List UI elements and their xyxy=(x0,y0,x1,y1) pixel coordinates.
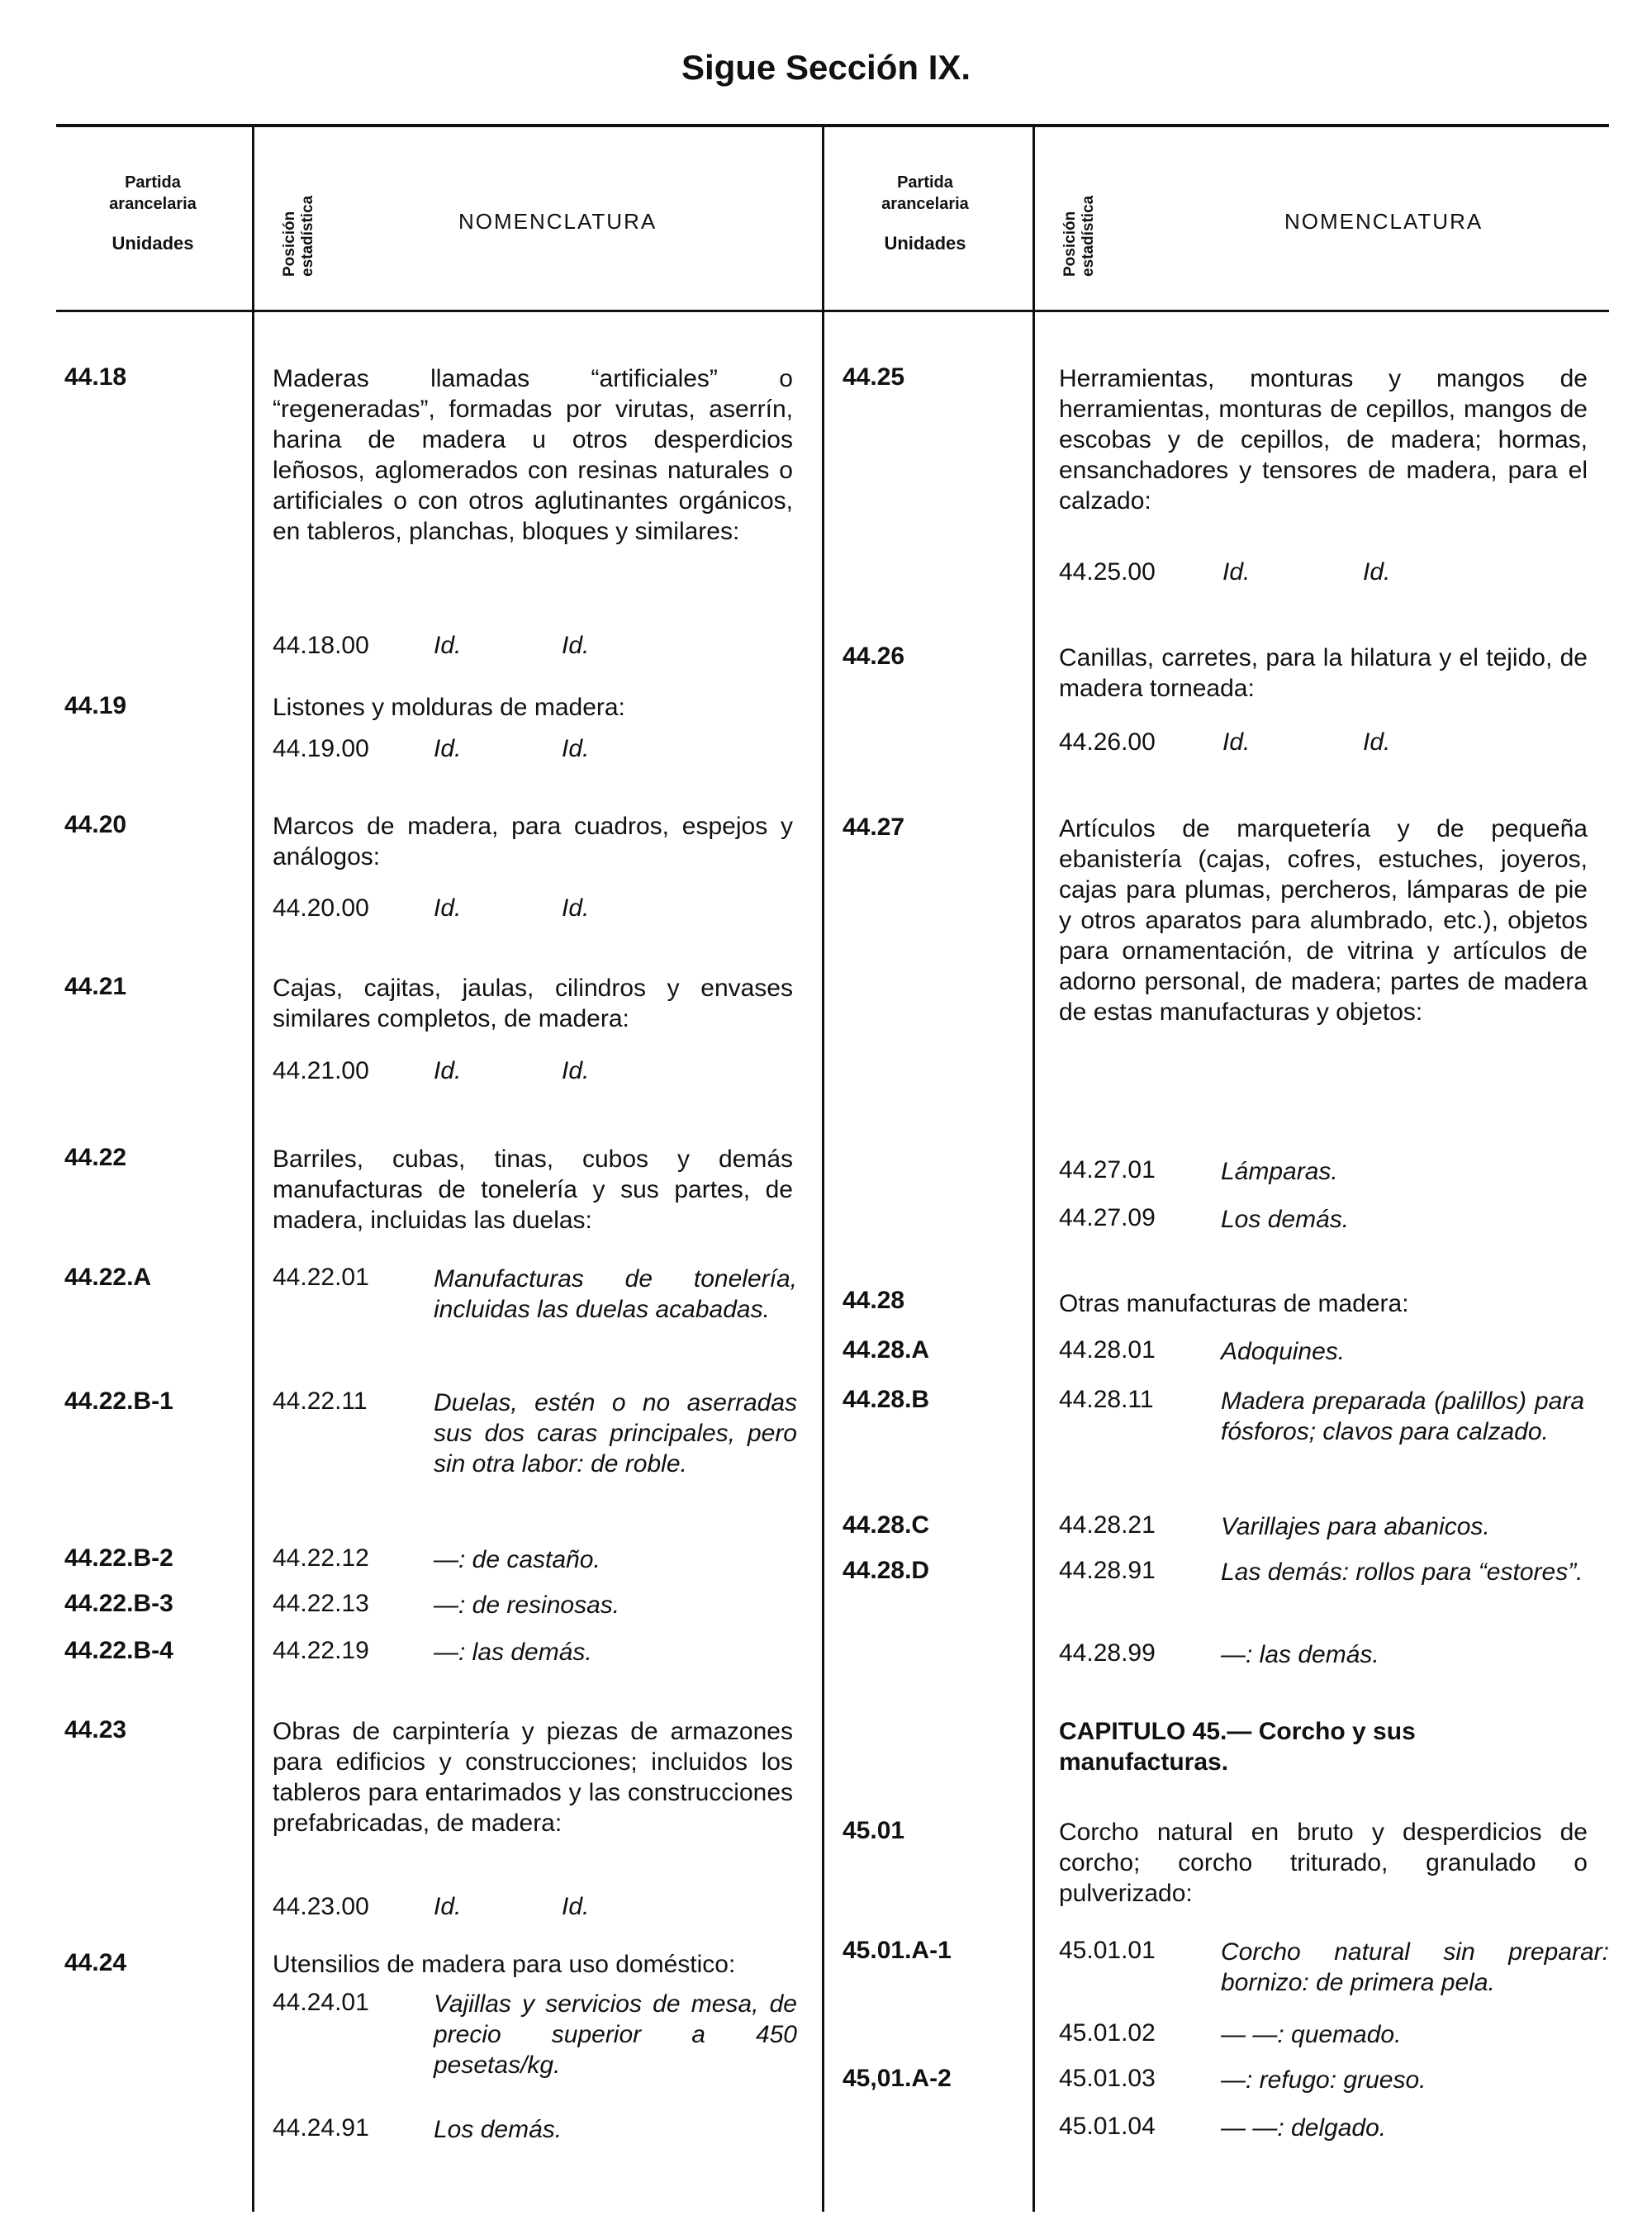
column-divider xyxy=(252,124,254,2212)
subitem-description: —: refugo: grueso. xyxy=(1221,2066,1427,2094)
partida-code: 45.01 xyxy=(843,1817,905,1844)
nomenclature-description: Herramientas, monturas y mangos de herramientas, monturas de cepillos, mangos de escobas y de cepillos, de madera; hormas, ensanchadores y tensores de madera, para el calzado: xyxy=(1059,365,1588,515)
subitem-description: — —: quemado. xyxy=(1221,2021,1402,2048)
unit-id: Id. xyxy=(1222,558,1251,586)
statistical-position: 44.24.91 xyxy=(273,2114,369,2142)
partida-code: 44.27 xyxy=(843,814,905,841)
partida-code: 45.01.A-1 xyxy=(843,1937,952,1964)
partida-code: 44.18 xyxy=(64,363,127,391)
table-top-rule xyxy=(56,124,1609,127)
partida-code: 44.28.D xyxy=(843,1557,930,1584)
nomenclature-description: Listones y molduras de madera: xyxy=(273,694,625,721)
header-partida-line1: Partida xyxy=(897,173,953,192)
partida-code: 44.22.A xyxy=(64,1264,152,1291)
partida-code: 44.22.B-2 xyxy=(64,1544,173,1572)
statistical-position: 44.25.00 xyxy=(1059,558,1156,586)
header-unidades: Unidades xyxy=(884,233,966,254)
subitem-description: —: las demás. xyxy=(1221,1641,1379,1668)
unit-id: Id. xyxy=(434,632,462,659)
statistical-position: 44.24.01 xyxy=(273,1989,369,2016)
unit-id: Id. xyxy=(562,1057,590,1084)
unit-id: Id. xyxy=(562,894,590,922)
partida-code: 44.22.B-4 xyxy=(64,1637,173,1664)
subitem-description: — —: delgado. xyxy=(1221,2114,1387,2142)
partida-code: 44.23 xyxy=(64,1716,127,1743)
statistical-position: 44.28.91 xyxy=(1059,1557,1156,1584)
subitem-description: —: de resinosas. xyxy=(434,1591,620,1619)
nomenclature-description: Otras manufacturas de madera: xyxy=(1059,1290,1409,1317)
statistical-position: 45.01.01 xyxy=(1059,1937,1156,1964)
header-posicion-line2: estadística xyxy=(1080,195,1097,277)
partida-code: 44.22.B-1 xyxy=(64,1388,173,1415)
header-nomenclatura: NOMENCLATURA xyxy=(1284,209,1483,234)
partida-code: 45,01.A-2 xyxy=(843,2065,952,2092)
statistical-position: 44.19.00 xyxy=(273,735,369,762)
subitem-description: Las demás: rollos para “estores”. xyxy=(1221,1558,1583,1586)
header-partida xyxy=(843,172,1008,254)
header-posicion-line2: estadística xyxy=(299,195,316,277)
statistical-position: 44.28.99 xyxy=(1059,1639,1156,1667)
unit-id: Id. xyxy=(562,632,590,659)
unit-id: Id. xyxy=(1363,728,1391,756)
column-divider xyxy=(822,124,824,2212)
chapter-heading: CAPITULO 45.— Corcho y sus manufacturas. xyxy=(1059,1718,1416,1776)
partida-code: 44.26 xyxy=(843,643,905,670)
statistical-position: 44.28.01 xyxy=(1059,1336,1156,1364)
subitem-description: Lámparas. xyxy=(1221,1158,1338,1185)
header-posicion-line1: Posición xyxy=(281,211,298,277)
subitem-description: —: de castaño. xyxy=(434,1546,601,1573)
page-title: Sigue Sección IX. xyxy=(681,48,971,87)
partida-code: 44.24 xyxy=(64,1949,127,1976)
unit-id: Id. xyxy=(434,1057,462,1084)
header-posicion xyxy=(1061,196,1098,277)
statistical-position: 44.22.12 xyxy=(273,1544,369,1572)
statistical-position: 45.01.02 xyxy=(1059,2019,1156,2047)
nomenclature-description: Canillas, carretes, para la hilatura y el tejido, de madera torneada: xyxy=(1059,644,1588,702)
partida-code: 44.20 xyxy=(64,811,127,838)
nomenclature-description: Barriles, cubas, tinas, cubos y demás manufacturas de tonelería y sus partes, de madera, incluidas las duelas: xyxy=(273,1146,793,1234)
subitem-description: Los demás. xyxy=(434,2116,563,2143)
nomenclature-description: Utensilios de madera para uso doméstico: xyxy=(273,1951,736,1978)
header-partida-line2: arancelaria xyxy=(881,195,969,213)
unit-id: Id. xyxy=(562,735,590,762)
subitem-description: Corcho natural sin preparar: bornizo: de primera pela. xyxy=(1221,1938,1609,1996)
statistical-position: 45.01.04 xyxy=(1059,2113,1156,2140)
partida-code: 44.28 xyxy=(843,1287,905,1314)
header-nomenclatura: NOMENCLATURA xyxy=(458,209,657,234)
table-header-rule xyxy=(56,310,1609,312)
subitem-description: —: las demás. xyxy=(434,1639,592,1666)
subitem-description: Los demás. xyxy=(1221,1206,1350,1233)
unit-id: Id. xyxy=(1222,728,1251,756)
subitem-description: Adoquines. xyxy=(1221,1338,1346,1365)
statistical-position: 44.28.21 xyxy=(1059,1511,1156,1539)
subitem-description: Varillajes para abanicos. xyxy=(1221,1513,1490,1540)
statistical-position: 44.20.00 xyxy=(273,894,369,922)
statistical-position: 44.27.09 xyxy=(1059,1204,1156,1231)
statistical-position: 44.26.00 xyxy=(1059,728,1156,756)
partida-code: 44.28.C xyxy=(843,1511,930,1539)
statistical-position: 44.22.01 xyxy=(273,1264,369,1291)
partida-code: 44.22.B-3 xyxy=(64,1590,173,1617)
header-posicion-line1: Posición xyxy=(1061,211,1079,277)
unit-id: Id. xyxy=(562,1893,590,1920)
statistical-position: 44.23.00 xyxy=(273,1893,369,1920)
statistical-position: 44.27.01 xyxy=(1059,1156,1156,1184)
nomenclature-description: Corcho natural en bruto y desperdicios de corcho; corcho triturado, granulado o pulverizado: xyxy=(1059,1819,1588,1907)
statistical-position: 45.01.03 xyxy=(1059,2065,1156,2092)
statistical-position: 44.22.13 xyxy=(273,1590,369,1617)
nomenclature-description: Artículos de marquetería y de pequeña ebanistería (cajas, cofres, estuches, joyeros, cajas para plumas, percheros, lámparas de pie y otros aparatos para alumbrado, etc.), objetos para ornamentación, de vitrina y artículos de adorno personal, de madera; partes de madera de estas manufacturas y objetos: xyxy=(1059,815,1588,1026)
nomenclature-description: Cajas, cajitas, jaulas, cilindros y envases similares completos, de madera: xyxy=(273,975,793,1032)
partida-code: 44.19 xyxy=(64,692,127,719)
unit-id: Id. xyxy=(1363,558,1391,586)
header-partida-line2: arancelaria xyxy=(109,195,197,213)
unit-id: Id. xyxy=(434,1893,462,1920)
header-partida-line1: Partida xyxy=(125,173,181,192)
partida-code: 44.21 xyxy=(64,973,127,1000)
statistical-position: 44.22.19 xyxy=(273,1637,369,1664)
header-posicion xyxy=(281,196,317,277)
nomenclature-description: Obras de carpintería y piezas de armazones para edificios y construcciones; incluidos los tableros para entarimados y las construcciones prefabricadas, de madera: xyxy=(273,1718,793,1837)
statistical-position: 44.22.11 xyxy=(273,1388,368,1415)
partida-code: 44.25 xyxy=(843,363,905,391)
header-unidades: Unidades xyxy=(112,233,194,254)
statistical-position: 44.28.11 xyxy=(1059,1386,1154,1413)
partida-code: 44.28.A xyxy=(843,1336,930,1364)
nomenclature-description: Marcos de madera, para cuadros, espejos y análogos: xyxy=(273,813,793,870)
unit-id: Id. xyxy=(434,735,462,762)
unit-id: Id. xyxy=(434,894,462,922)
header-partida xyxy=(70,172,235,254)
partida-code: 44.28.B xyxy=(843,1386,930,1413)
partida-code: 44.22 xyxy=(64,1144,127,1171)
subitem-description: Duelas, estén o no aserradas sus dos caras principales, pero sin otra labor: de roble. xyxy=(434,1389,797,1478)
nomenclature-description: Maderas llamadas “artificiales” o “regeneradas”, formadas por virutas, aserrín, harina de madera u otros desperdicios leñosos, aglomerados con resinas naturales o artificiales o con otros aglutinantes orgánicos, en tableros, planchas, bloques y similares: xyxy=(273,365,793,545)
column-divider xyxy=(1032,124,1035,2212)
statistical-position: 44.18.00 xyxy=(273,632,369,659)
statistical-position: 44.21.00 xyxy=(273,1057,369,1084)
subitem-description: Manufacturas de tonelería, incluidas las duelas acabadas. xyxy=(434,1265,797,1323)
subitem-description: Vajillas y servicios de mesa, de precio superior a 450 pesetas/kg. xyxy=(434,1990,797,2079)
subitem-description: Madera preparada (palillos) para fósforos; clavos para calzado. xyxy=(1221,1388,1584,1445)
